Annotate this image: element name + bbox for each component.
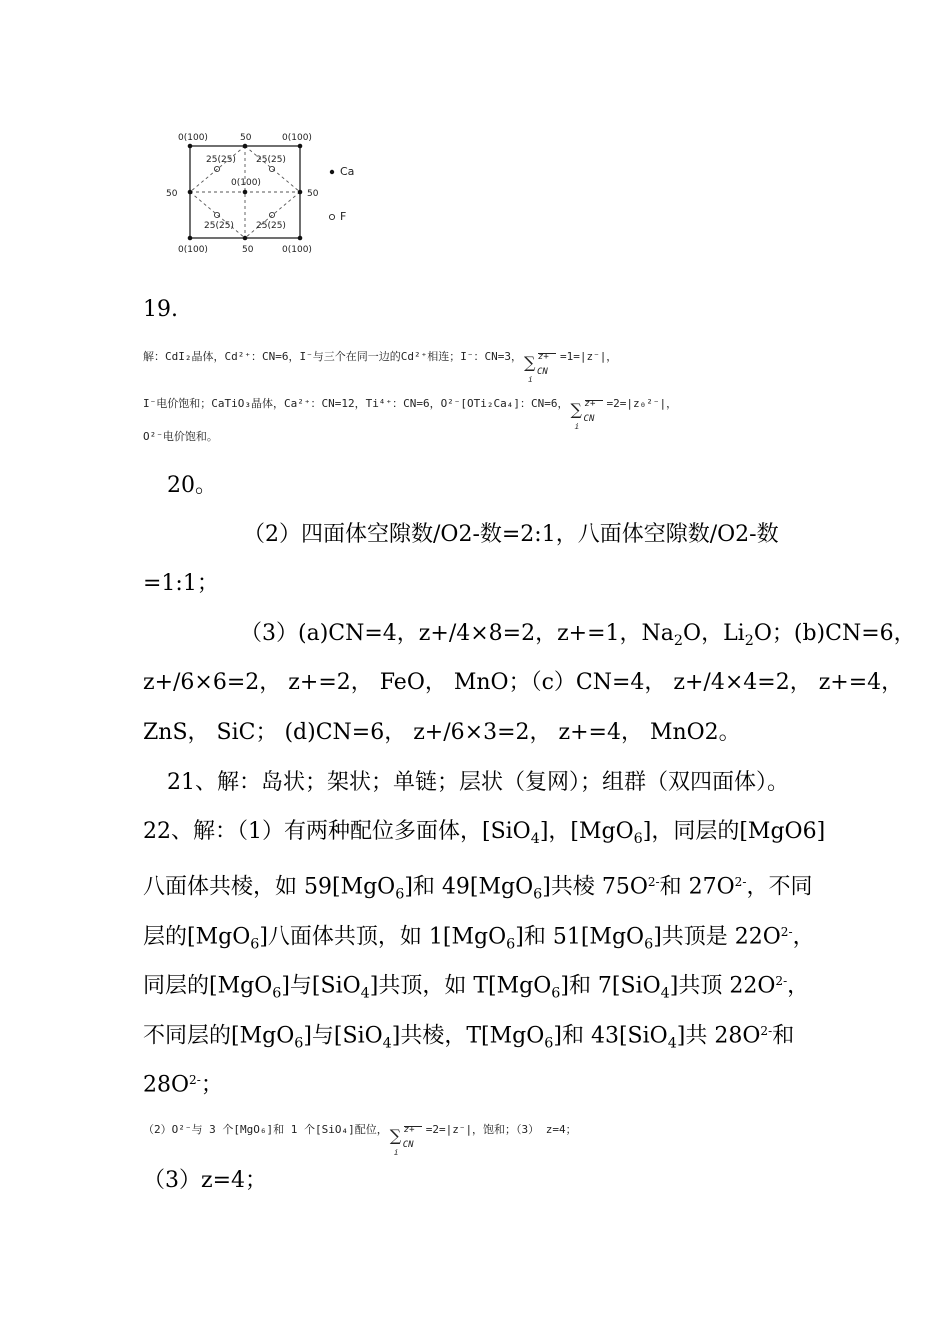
q20-p3-line1: [240, 620, 916, 655]
sum-fraction: ∑ i z+ CN: [571, 387, 605, 421]
superscript: 2-: [647, 875, 660, 889]
q19-line2-tail: =2=|z₀²⁻|，: [606, 397, 678, 410]
subscript: 4: [667, 1035, 677, 1052]
superscript: 2-: [780, 925, 793, 939]
subscript: 6: [644, 936, 654, 953]
q19-number: 19.: [143, 297, 178, 322]
label-f1: 25(25): [206, 155, 236, 165]
q22-small-tail: =2=|z⁻|，饱和；（3） z=4；: [425, 1123, 577, 1136]
q20-p3-seg3: O；(b)CN=6，: [753, 621, 916, 646]
q20-p3-line3: ZnS， SiC； (d)CN=6， z+/6×3=2， z+=4， MnO2。: [143, 720, 741, 745]
label-tr: 0(100): [282, 133, 312, 143]
label-tm: 50: [240, 133, 252, 143]
q20-p3-seg1: （3）(a)CN=4，z+/4×8=2，z+=1，Na: [240, 621, 674, 646]
frac-numerator: z+: [537, 352, 549, 362]
seg: 八面体共棱，如 59[MgO: [143, 874, 396, 900]
subscript: 6: [294, 1035, 304, 1052]
q22-line6: [143, 1066, 223, 1099]
seg: 不同层的[MgO: [143, 1023, 295, 1049]
q20-p2-line2: =1:1；: [143, 571, 219, 596]
q22-small-text: （2）O²⁻与 3 个[MgO₆]和 1 个[SiO₄]配位，: [143, 1123, 388, 1136]
seg: ]共棱 75O: [542, 874, 648, 900]
q19-line3: O²⁻电价饱和。: [143, 430, 218, 443]
legend-f-marker: [329, 214, 334, 219]
subscript: 6: [395, 886, 405, 903]
label-center: 0(100): [231, 178, 261, 188]
subscript: 4: [660, 985, 670, 1002]
superscript: 2-: [760, 1024, 773, 1038]
seg: ]八面体共顶，如 1[MgO: [259, 924, 507, 950]
frac-index: i: [527, 375, 533, 384]
seg: 28O: [143, 1072, 190, 1098]
subscript: 6: [250, 936, 260, 953]
seg: ]和 49[MgO: [404, 874, 534, 900]
subscript: 4: [382, 1035, 392, 1052]
label-tl: 0(100): [178, 133, 208, 143]
subscript: 4: [530, 831, 540, 847]
superscript: 2-: [189, 1073, 201, 1087]
legend-ca-marker: [330, 170, 334, 174]
subscript: 6: [533, 886, 543, 903]
q22-line3: [143, 918, 815, 958]
q22-small-line: [143, 1113, 577, 1157]
frac-numerator: z+: [584, 399, 596, 409]
q19-line1-tail: =1=|z⁻|，: [559, 350, 618, 363]
crystal-projection-diagram: [160, 128, 360, 258]
label-bl: 0(100): [178, 245, 208, 255]
subscript: 6: [544, 1035, 554, 1052]
label-bm: 50: [242, 245, 254, 255]
superscript: 2-: [734, 875, 747, 889]
subscript: 6: [272, 985, 282, 1002]
q22-line4: [143, 967, 809, 1007]
subscript: 6: [633, 831, 643, 847]
seg: ]共顶是 22O: [653, 924, 781, 950]
legend-f: F: [340, 210, 347, 223]
seg: 和: [772, 1023, 795, 1049]
subscript: 6: [551, 985, 561, 1002]
frac-index: i: [393, 1148, 399, 1157]
q20-number: 20。: [167, 473, 217, 498]
frac-denominator: CN: [583, 414, 595, 424]
q22-line5: [143, 1017, 794, 1057]
q22-line8: （3）z=4；: [143, 1168, 268, 1193]
label-mr: 50: [307, 189, 319, 199]
seg: ]与[SiO: [303, 1023, 383, 1049]
seg: 同层的[MgO: [143, 973, 273, 999]
q21-answer: 21、解：岛状；架状；单链；层状（复网）；组群（双四面体）。: [167, 770, 789, 795]
sum-fraction: ∑ i z+ CN: [524, 340, 558, 374]
q20-p3-seg2: O，Li: [683, 621, 745, 646]
seg: ，: [792, 924, 815, 950]
seg: 和 27O: [659, 874, 735, 900]
q19-line2-text: I⁻电价饱和；CaTiO₃晶体，Ca²⁺：CN=12，Ti⁴⁺：CN=6，O²⁻[OTi₂Ca₄]：CN=6，: [143, 397, 569, 410]
frac-denominator: CN: [536, 367, 548, 377]
subscript: 2: [744, 633, 754, 649]
seg: ]和 51[MgO: [515, 924, 645, 950]
seg: ；: [200, 1072, 223, 1098]
frac-denominator: CN: [402, 1140, 414, 1150]
subscript: 4: [360, 985, 370, 1002]
seg: ]和 7[SiO: [560, 973, 661, 999]
seg: 层的[MgO: [143, 924, 251, 950]
seg: ]共顶 22O: [669, 973, 776, 999]
seg: ]与[SiO: [281, 973, 361, 999]
seg: 22、解：（1）有两种配位多面体，[SiO: [143, 819, 531, 844]
label-f4: 25(25): [256, 221, 286, 231]
label-ml: 50: [166, 189, 178, 199]
subscript: 2: [673, 633, 684, 649]
q22-line1: [143, 818, 825, 853]
legend-ca: Ca: [340, 165, 355, 178]
subscript: 6: [506, 936, 516, 953]
seg: ]和 43[SiO: [553, 1023, 668, 1049]
seg: ]，同层的[MgO6]: [642, 819, 826, 844]
frac-numerator: z+: [403, 1125, 415, 1135]
seg: ]共 28O: [676, 1023, 761, 1049]
seg: ]共顶，如 T[MgO: [369, 973, 552, 999]
q19-line2: [143, 387, 678, 431]
frac-index: i: [574, 422, 580, 431]
label-f3: 25(25): [204, 221, 234, 231]
q19-line1-text: 解：CdI₂晶体，Cd²⁺：CN=6，I⁻与三个在同一边的Cd²⁺相连；I⁻：CN=3，: [143, 350, 522, 363]
sum-fraction: ∑ i z+ CN: [390, 1113, 424, 1147]
q19-line1: [143, 340, 618, 384]
q22-line2: [143, 868, 812, 908]
label-br: 0(100): [282, 245, 312, 255]
seg: ]，[MgO: [539, 819, 634, 844]
seg: ，: [787, 973, 810, 999]
label-f2: 25(25): [256, 155, 286, 165]
superscript: 2-: [775, 974, 788, 988]
q20-p2-line1: （2）四面体空隙数/O2-数=2:1，八面体空隙数/O2-数: [243, 522, 779, 547]
seg: ，不同: [746, 874, 813, 900]
q20-p3-line2: z+/6×6=2， z+=2， FeO， MnO；（c）CN=4， z+/4×4=2， z+=4，: [143, 670, 904, 695]
seg: ]共棱，T[MgO: [391, 1023, 545, 1049]
